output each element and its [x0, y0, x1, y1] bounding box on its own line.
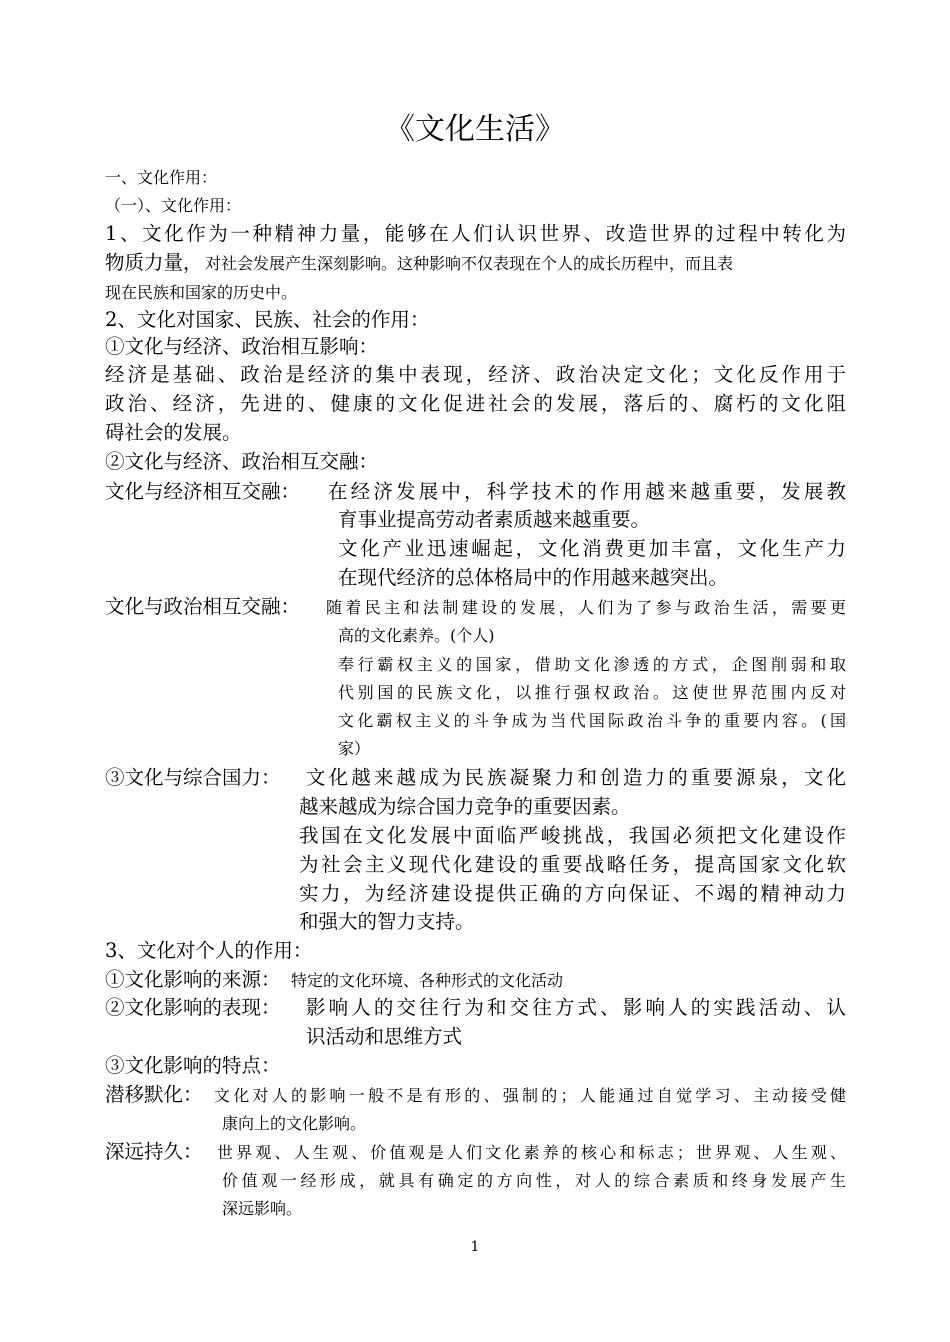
politics-text-1b: 高的文化素养。(个人) — [338, 626, 495, 645]
heading-2-2: ②文化与经济、政治相互交融： — [105, 450, 379, 473]
politics-text-1a: 随着民主和法制建设的发展，人们为了参与政治生活，需要更 — [326, 598, 846, 617]
economy-text-2b: 在现代经济的总体格局中的作用越来越突出。 — [338, 566, 729, 589]
politics-text-2c: 文化霸权主义的斗争成为当代国际政治斗争的重要内容。(国 — [338, 711, 846, 730]
paragraph-2-line-c: 碍社会的发展。 — [105, 421, 242, 444]
expression-text-b: 识活动和思维方式 — [306, 1025, 463, 1048]
paragraph-2-line-a: 经济是基础、政治是经济的集中表现，经济、政治决定文化；文化反作用于 — [105, 363, 846, 386]
page-number: 1 — [470, 1239, 480, 1255]
lasting-label: 深远持久： — [105, 1140, 203, 1163]
heading-1: 一、文化作用： — [105, 168, 218, 187]
heading-2-1: ①文化与经济、政治相互影响： — [105, 335, 379, 358]
lasting-text-c: 深远影响。 — [222, 1199, 303, 1218]
politics-label: 文化与政治相互交融： — [105, 595, 301, 618]
national-power-label: ③文化与综合国力： — [105, 766, 281, 789]
paragraph-1-line-a: 1、文化作为一种精神力量，能够在人们认识世界、改造世界的过程中转化为 — [105, 222, 846, 245]
national-power-text-2a: 我国在文化发展中面临严峻挑战，我国必须把文化建设作 — [299, 824, 846, 847]
economy-label: 文化与经济相互交融： — [105, 480, 301, 503]
subheading-1: （一）、文化作用： — [105, 196, 242, 215]
economy-text-2a: 文化产业迅速崛起，文化消费更加丰富，文化生产力 — [338, 537, 846, 560]
national-power-text-2c: 实力，为经济建设提供正确的方向保证、不竭的精神动力 — [299, 882, 846, 905]
source-text: 特定的文化环境、各种形式的文化活动 — [291, 971, 564, 990]
politics-text-2a: 奉行霸权主义的国家，借助文化渗透的方式，企图削弱和取 — [338, 655, 846, 674]
national-power-text-2b: 为社会主义现代化建设的重要战略任务，提高国家文化软 — [299, 853, 846, 876]
lasting-text-a: 世界观、人生观、价值观是人们文化素养的核心和标志；世界观、人生观、 — [217, 1143, 846, 1162]
page-title: 《文化生活》 — [385, 112, 565, 147]
national-power-text-2d: 和强大的智力支持。 — [299, 910, 475, 933]
subtle-text-a: 文化对人的影响一般不是有形的、强制的；人能通过自觉学习、主动接受健 — [214, 1086, 846, 1105]
national-power-text-1b: 越来越成为综合国力竞争的重要因素。 — [299, 795, 631, 818]
paragraph-1-line-b2: 对社会发展产生深刻影响。这种影响不仅表现在个人的成长历程中，而且表 — [205, 254, 734, 273]
paragraph-2-line-b: 政治、经济，先进的、健康的文化促进社会的发展，落后的、腐朽的文化阻 — [105, 392, 846, 415]
heading-3: 3、文化对个人的作用： — [105, 939, 313, 962]
politics-text-2b: 代别国的民族文化，以推行强权政治。这使世界范围内反对 — [338, 683, 846, 702]
economy-text-1a: 在经济发展中，科学技术的作用越来越重要，发展教 — [328, 480, 846, 503]
expression-label: ②文化影响的表现： — [105, 996, 281, 1019]
expression-text-a: 影响人的交往行为和交往方式、影响人的实践活动、认 — [306, 996, 846, 1019]
heading-2: 2、文化对国家、民族、社会的作用： — [105, 308, 430, 331]
source-label: ①文化影响的来源： — [105, 968, 281, 991]
paragraph-1-line-b1: 物质力量， — [105, 251, 203, 274]
features-heading: ③文化影响的特点： — [105, 1054, 281, 1077]
politics-text-2d: 家） — [338, 739, 371, 758]
lasting-text-b: 价值观一经形成，就具有确定的方向性，对人的综合素质和终身发展产生 — [222, 1171, 846, 1190]
subtle-label: 潜移默化： — [105, 1083, 203, 1106]
national-power-text-1a: 文化越来越成为民族凝聚力和创造力的重要源泉，文化 — [306, 766, 846, 789]
paragraph-1-line-c: 现在民族和国家的历史中。 — [105, 283, 298, 302]
subtle-text-b: 康向上的文化影响。 — [222, 1114, 367, 1133]
economy-text-1b: 育事业提高劳动者素质越来越重要。 — [338, 508, 651, 531]
